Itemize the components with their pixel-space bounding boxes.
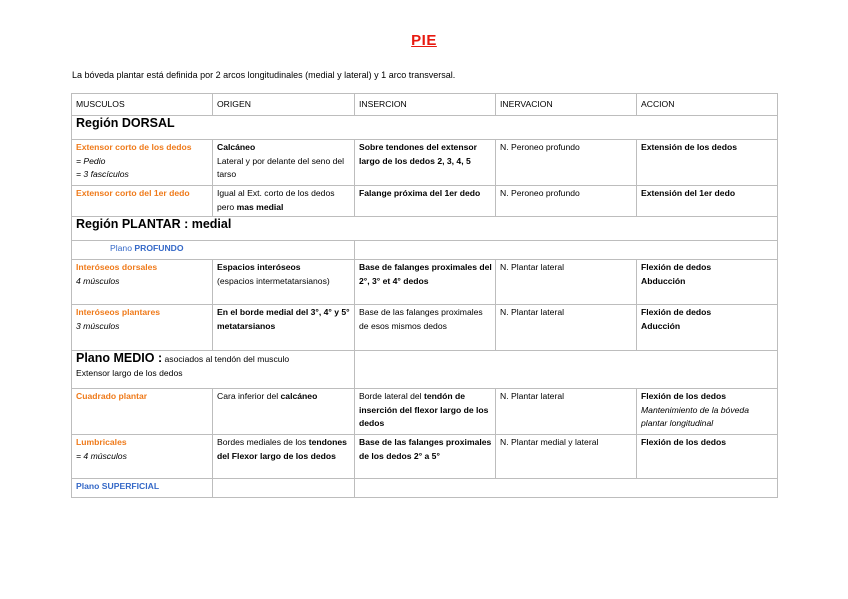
muscle-cell [72, 140, 213, 186]
muscle-cell [72, 260, 213, 305]
origen-text: Lateral y por delante del seno del tarso [217, 155, 345, 179]
plano-medio-label: Plano MEDIO : [76, 351, 163, 365]
accion-cell: Flexión de los dedos [637, 435, 778, 479]
plano-medio-row [72, 351, 778, 389]
origen-text-bold: tendones del Flexor largo de los dedos [217, 437, 347, 461]
table-header-row [72, 94, 778, 116]
region-plantar-heading: Región PLANTAR : medial [72, 217, 778, 241]
origen-text-bold: calcáneo [280, 391, 318, 401]
header-accion: ACCION [637, 94, 778, 116]
plano-profundo-label-bold: PROFUNDO [134, 243, 184, 253]
inervacion-cell: N. Plantar lateral [496, 305, 637, 351]
muscle-name: Cuadrado plantar [76, 391, 148, 401]
accion-text: Abducción [641, 275, 686, 286]
inervacion-cell: N. Plantar lateral [496, 260, 637, 305]
muscle-cell [72, 305, 213, 351]
origen-text-bold: mas medial [236, 201, 284, 212]
inervacion-cell: N. Peroneo profundo [496, 186, 637, 217]
plano-medio-sub: asociados al tendón del musculo [164, 354, 290, 364]
plano-superficial-row [72, 479, 778, 498]
muscle-name: Extensor corto de los dedos [76, 142, 192, 152]
accion-text: Mantenimiento de la bóveda plantar longitudinal [641, 404, 749, 428]
inervacion-cell: N. Plantar lateral [496, 389, 637, 435]
muscle-note: = Pedio [76, 155, 106, 166]
insercion-text: Base de las falanges proximales de [359, 307, 483, 331]
plano-superficial-heading [72, 479, 213, 498]
plano-medio-heading [72, 351, 355, 389]
muscle-name: Lumbricales [76, 437, 127, 447]
accion-text: Aducción [641, 320, 681, 331]
muscles-table [71, 93, 778, 498]
inervacion-cell: N. Plantar medial y lateral [496, 435, 637, 479]
table-row [72, 140, 778, 186]
muscle-note: = 3 fascículos [76, 169, 129, 179]
insercion-text: Borde lateral del [359, 391, 424, 401]
insercion-cell: Base de las falanges proximales de los dedos 2° a 5° [355, 435, 496, 479]
muscle-name: Extensor corto del 1er dedo [76, 188, 190, 198]
insercion-text: esos mismos dedos [370, 320, 447, 331]
origen-cell: En el borde medial del 3°, 4° y 5° metatarsianos [213, 305, 355, 351]
table-row [72, 186, 778, 217]
origen-text: Igual al Ext. corto de los dedos pero [217, 188, 335, 212]
plano-superficial-label-bold: SUPERFICIAL [101, 481, 160, 491]
accion-text: Flexión de los dedos [641, 391, 726, 401]
plano-profundo-row [72, 241, 778, 260]
empty-cell [355, 241, 778, 260]
accion-cell: Extensión de los dedos [637, 140, 778, 186]
header-inervacion: INERVACION [496, 94, 637, 116]
region-dorsal-row [72, 116, 778, 140]
origen-cell [213, 435, 355, 479]
plano-profundo-label: Plano [110, 243, 135, 253]
origen-text: Espacios interóseos [217, 262, 301, 272]
origen-text: Cara inferior del [217, 391, 281, 401]
origen-text: Calcáneo [217, 142, 256, 152]
accion-cell: Extensión del 1er dedo [637, 186, 778, 217]
table-row [72, 260, 778, 305]
muscle-cell [72, 389, 213, 435]
table-row [72, 305, 778, 351]
table-row [72, 435, 778, 479]
region-dorsal-heading: Región DORSAL [72, 116, 778, 140]
plano-superficial-label: Plano [76, 481, 102, 491]
muscle-cell [72, 186, 213, 217]
muscle-name: Interóseos plantares [76, 307, 161, 317]
accion-cell [637, 260, 778, 305]
empty-cell [355, 351, 778, 389]
accion-text: Flexión de dedos [641, 307, 712, 317]
accion-cell [637, 305, 778, 351]
insercion-cell: Base de falanges proximales del 2°, 3° et 4° dedos [355, 260, 496, 305]
origen-text: Bordes mediales de los [217, 437, 309, 447]
intro-text: La bóveda plantar está definida por 2 arcos longitudinales (medial y lateral) y 1 arco transversal. [72, 70, 456, 80]
muscle-note: = 4 músculos [76, 450, 127, 461]
origen-text: (espacios intermetatarsianos) [217, 275, 330, 286]
muscle-note: 3 músculos [76, 320, 120, 331]
muscle-note: 4 músculos [76, 275, 120, 286]
insercion-cell: Sobre tendones del extensor largo de los dedos 2, 3, 4, 5 [355, 140, 496, 186]
header-insercion: INSERCION [355, 94, 496, 116]
accion-cell [637, 389, 778, 435]
empty-cell [355, 479, 778, 498]
page-title: PIE [411, 32, 437, 49]
insercion-cell [355, 305, 496, 351]
insercion-cell [355, 389, 496, 435]
origen-cell [213, 186, 355, 217]
origen-cell [213, 140, 355, 186]
insercion-text-bold: tendón de inserción del flexor largo de los dedos [359, 391, 489, 428]
table-row [72, 389, 778, 435]
muscle-name: Interóseos dorsales [76, 262, 158, 272]
plano-medio-sub2: Extensor largo de los dedos [76, 367, 183, 378]
muscle-cell [72, 435, 213, 479]
plano-profundo-heading [72, 241, 355, 260]
inervacion-cell: N. Peroneo profundo [496, 140, 637, 186]
header-musculos: MUSCULOS [72, 94, 213, 116]
insercion-cell: Falange próxima del 1er dedo [355, 186, 496, 217]
origen-cell [213, 389, 355, 435]
origen-cell [213, 260, 355, 305]
accion-text: Flexión de dedos [641, 262, 712, 272]
region-plantar-row [72, 217, 778, 241]
empty-cell [213, 479, 355, 498]
header-origen: ORIGEN [213, 94, 355, 116]
